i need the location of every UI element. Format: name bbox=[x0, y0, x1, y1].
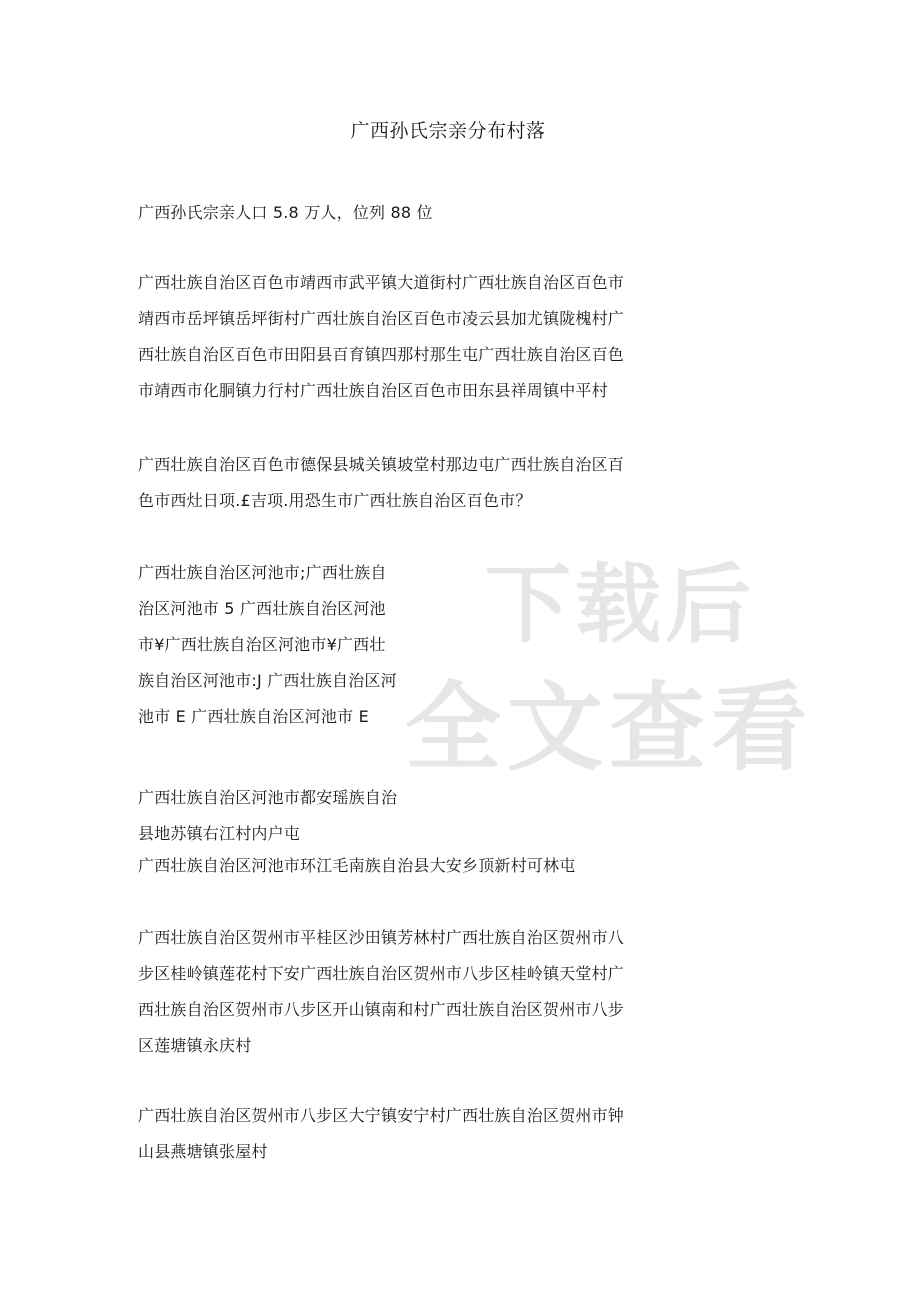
download-watermark bbox=[405, 555, 835, 795]
watermark-line-2: 全文查看 bbox=[405, 672, 813, 784]
paragraph-hezhou-2: 广西壮族自治区贺州市八步区大宁镇安宁村广西壮族自治区贺州市钟山县燕塘镇张屋村 bbox=[138, 1106, 625, 1161]
paragraph-hechi-1: 广西壮族自治区河池市;广西壮族自治区河池市 5 广西壮族自治区河池市¥广西壮族自治区河池市¥广西壮族自治区河池市:J 广西壮族自治区河池市 E 广西壮族自治区河池市 E bbox=[138, 563, 397, 726]
watermark-line-1: 下载后 bbox=[485, 555, 755, 655]
paragraph-baise-2: 广西壮族自治区百色市德保县城关镇坡堂村那边屯广西壮族自治区百色市西灶日项.£吉项.用恐生市广西壮族自治区百色市？ bbox=[138, 455, 625, 510]
population-summary: 广西孙氏宗亲人口 5.8 万人，位列 88 位 bbox=[138, 203, 433, 222]
document-title: 广西孙氏宗亲分布村落 bbox=[350, 120, 546, 142]
paragraph-hechi-3: 广西壮族自治区河池市环江毛南族自治县大安乡顶新村可林屯 bbox=[138, 856, 576, 875]
paragraph-hechi-2: 广西壮族自治区河池市都安瑶族自治县地苏镇右江村内户屯 bbox=[138, 788, 398, 843]
paragraph-hezhou-1: 广西壮族自治区贺州市平桂区沙田镇芳林村广西壮族自治区贺州市八步区桂岭镇莲花村下安广西壮族自治区贺州市八步区桂岭镇天堂村广西壮族自治区贺州市八步区开山镇南和村广西壮族自治区贺州市八步区莲塘镇永庆村 bbox=[138, 928, 625, 1055]
paragraph-baise-1: 广西壮族自治区百色市靖西市武平镇大道街村广西壮族自治区百色市靖西市岳坪镇岳坪街村广西壮族自治区百色市凌云县加尤镇陇槐村广西壮族自治区百色市田阳县百育镇四那村那生屯广西壮族自治区百色市靖西市化胴镇力行村广西壮族自治区百色市田东县祥周镇中平村 bbox=[138, 273, 625, 400]
